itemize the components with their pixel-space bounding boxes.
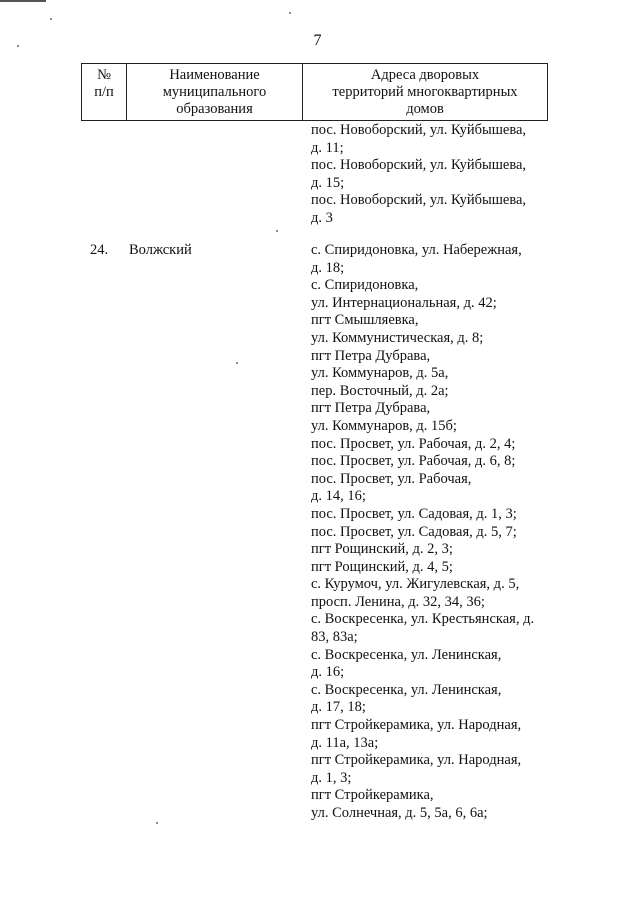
row-number: 24. [90, 242, 109, 258]
address-line: с. Воскресенка, ул. Ленинская, [311, 681, 502, 698]
header-text: Адреса дворовых [370, 67, 480, 83]
address-line: д. 15; [311, 174, 345, 191]
address-line: с. Спиридоновка, ул. Набережная, [311, 242, 522, 258]
address-line: пгт Стройкерамика, ул. Народная, [311, 752, 522, 769]
scan-speck [236, 362, 238, 364]
address-line: пос. Просвет, ул. Садовая, д. 1, 3; [311, 505, 517, 522]
header-text: домов [406, 101, 444, 117]
scan-speck [276, 230, 278, 232]
header-text: № [97, 67, 111, 83]
address-line: пос. Просвет, ул. Рабочая, [311, 470, 472, 487]
address-line: 83, 83а; [311, 629, 358, 646]
address-line: пгт Рощинский, д. 2, 3; [311, 541, 453, 558]
address-line: д. 11а, 13а; [311, 734, 379, 751]
header-text: муниципального [162, 84, 267, 100]
address-line: ул. Коммунистическая, д. 8; [311, 329, 484, 346]
address-line: д. 17, 18; [311, 699, 366, 716]
address-line: пос. Просвет, ул. Садовая, д. 5, 7; [311, 523, 517, 540]
header-text: территорий многоквартирных [332, 84, 518, 100]
header-text: образования [176, 101, 253, 117]
municipality-name: Волжский [129, 242, 192, 258]
address-line: с. Спиридоновка, [311, 277, 419, 294]
address-line: ул. Интернациональная, д. 42; [311, 294, 497, 311]
header-number-column [82, 64, 127, 120]
scan-edge-mark [0, 0, 46, 2]
address-line: пос. Просвет, ул. Рабочая, д. 6, 8; [311, 453, 516, 470]
address-line: пос. Новоборский, ул. Куйбышева, [311, 192, 527, 209]
address-line: пгт Стройкерамика, ул. Народная, [311, 717, 522, 734]
address-line: пгт Петра Дубрава, [311, 400, 431, 417]
address-line: ул. Солнечная, д. 5, 5а, 6, 6а; [311, 805, 488, 821]
address-line: д. 3 [311, 209, 333, 226]
table-header [81, 63, 548, 121]
address-line: с. Воскресенка, ул. Ленинская, [311, 646, 502, 663]
address-line: д. 14, 16; [311, 488, 366, 505]
address-line: пгт Стройкерамика, [311, 787, 434, 804]
scan-speck [156, 822, 158, 824]
address-line: пгт Смышляевка, [311, 312, 419, 329]
address-line: с. Курумоч, ул. Жигулевская, д. 5, [311, 576, 520, 593]
address-line: д. 16; [311, 664, 345, 681]
header-text: п/п [94, 84, 114, 100]
address-line: ул. Коммунаров, д. 15б; [311, 417, 457, 434]
address-line: д. 18; [311, 259, 345, 276]
address-line: д. 1, 3; [311, 769, 352, 786]
address-line: д. 11; [311, 139, 344, 156]
header-text: Наименование [169, 67, 260, 83]
address-line: с. Воскресенка, ул. Крестьянская, д. [311, 611, 535, 628]
address-list [311, 242, 534, 823]
address-line: пос. Просвет, ул. Рабочая, д. 2, 4; [311, 435, 516, 452]
address-line: пос. Новоборский, ул. Куйбышева, [311, 122, 527, 138]
address-line: просп. Ленина, д. 32, 34, 36; [311, 593, 485, 610]
address-line: пос. Новоборский, ул. Куйбышева, [311, 157, 527, 174]
scan-speck [50, 18, 52, 20]
address-line: пгт Петра Дубрава, [311, 347, 431, 364]
scan-speck [289, 12, 291, 14]
address-line: пгт Рощинский, д. 4, 5; [311, 558, 453, 575]
page-number: 7 [313, 32, 322, 49]
header-addresses-column [303, 64, 547, 120]
header-municipality-column [127, 64, 303, 120]
continued-address-list [311, 122, 526, 228]
address-line: ул. Коммунаров, д. 5а, [311, 365, 449, 382]
address-line: пер. Восточный, д. 2а; [311, 382, 449, 399]
